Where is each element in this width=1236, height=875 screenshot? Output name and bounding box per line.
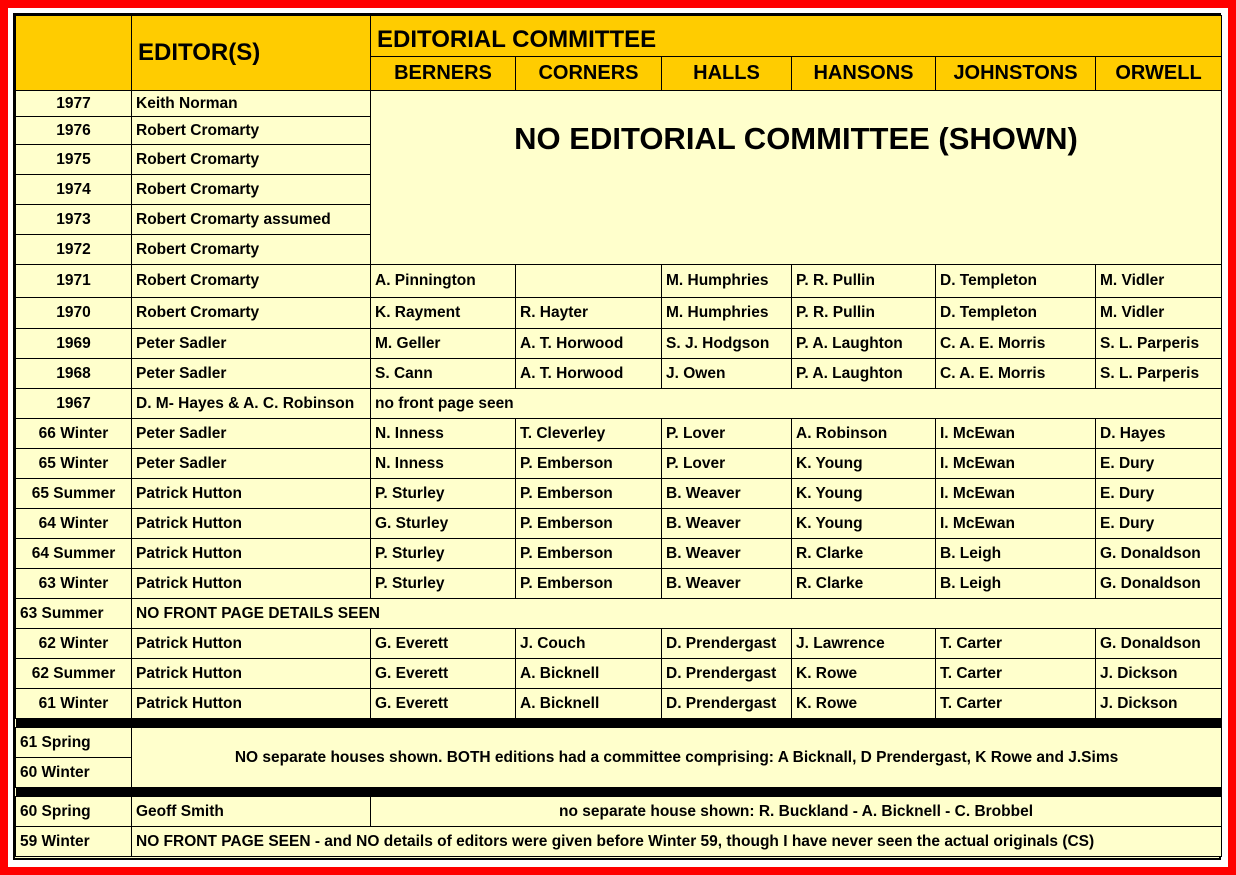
house-member-cell: R. Hayter <box>516 298 662 329</box>
house-member-cell: I. McEwan <box>936 479 1096 509</box>
house-member-cell: C. A. E. Morris <box>936 359 1096 389</box>
house-member-cell: G. Everett <box>371 659 516 689</box>
year-cell: 65 Summer <box>16 479 132 509</box>
house-member-cell: M. Humphries <box>662 298 792 329</box>
house-member-cell: B. Weaver <box>662 509 792 539</box>
editor-cell: Robert Cromarty <box>132 145 371 175</box>
table-row <box>16 265 1222 298</box>
house-member-cell: M. Humphries <box>662 265 792 298</box>
house-member-cell: D. Hayes <box>1096 419 1222 449</box>
house-member-cell: D. Templeton <box>936 265 1096 298</box>
house-member-cell: A. Bicknell <box>516 689 662 719</box>
house-member-cell: G. Donaldson <box>1096 629 1222 659</box>
house-member-cell: K. Rowe <box>792 689 936 719</box>
table-row <box>16 329 1222 359</box>
table-row <box>16 539 1222 569</box>
year-cell: 1973 <box>16 205 132 235</box>
table-row <box>16 689 1222 719</box>
separator-bar <box>16 788 1222 797</box>
house-member-cell: S. L. Parperis <box>1096 329 1222 359</box>
house-header-berners: BERNERS <box>371 57 516 91</box>
house-member-cell: E. Dury <box>1096 509 1222 539</box>
table-row <box>16 629 1222 659</box>
house-member-cell: K. Rowe <box>792 659 936 689</box>
editor-cell: Robert Cromarty <box>132 175 371 205</box>
house-member-cell: J. Owen <box>662 359 792 389</box>
note-cell: NO separate houses shown. BOTH editions had a committee comprising: A Bicknall, D Prendergast, K Rowe and J.Sims <box>132 728 1222 788</box>
house-member-cell: B. Weaver <box>662 539 792 569</box>
note-cell: no separate house shown: R. Buckland - A. Bicknell - C. Brobbel <box>371 797 1222 827</box>
year-cell: 1971 <box>16 265 132 298</box>
editor-cell: Robert Cromarty <box>132 298 371 329</box>
house-member-cell: P. Emberson <box>516 569 662 599</box>
house-header-johnstons: JOHNSTONS <box>936 57 1096 91</box>
editor-cell: Patrick Hutton <box>132 509 371 539</box>
editor-cell: Patrick Hutton <box>132 629 371 659</box>
editor-cell: Peter Sadler <box>132 329 371 359</box>
house-member-cell: K. Young <box>792 479 936 509</box>
house-member-cell: E. Dury <box>1096 479 1222 509</box>
house-member-cell: I. McEwan <box>936 419 1096 449</box>
house-member-cell: J. Dickson <box>1096 659 1222 689</box>
table-row <box>16 298 1222 329</box>
house-member-cell <box>516 265 662 298</box>
house-member-cell: S. L. Parperis <box>1096 359 1222 389</box>
house-member-cell: J. Couch <box>516 629 662 659</box>
editor-cell: D. M- Hayes & A. C. Robinson <box>132 389 371 419</box>
house-member-cell: G. Sturley <box>371 509 516 539</box>
house-member-cell: K. Young <box>792 509 936 539</box>
house-member-cell: P. Sturley <box>371 569 516 599</box>
committee-header: EDITORIAL COMMITTEE <box>371 16 1222 57</box>
house-member-cell: A. Bicknell <box>516 659 662 689</box>
editor-cell: Keith Norman <box>132 91 371 117</box>
separator-cell <box>16 719 1222 728</box>
house-member-cell: P. A. Laughton <box>792 359 936 389</box>
editor-cell: Robert Cromarty <box>132 265 371 298</box>
year-cell: 61 Spring <box>16 728 132 758</box>
house-member-cell: P. Lover <box>662 419 792 449</box>
house-member-cell: B. Weaver <box>662 479 792 509</box>
house-member-cell: B. Weaver <box>662 569 792 599</box>
house-member-cell: D. Prendergast <box>662 629 792 659</box>
editor-cell: Geoff Smith <box>132 797 371 827</box>
year-cell: 61 Winter <box>16 689 132 719</box>
table-container <box>13 13 1221 860</box>
separator-bar <box>16 719 1222 728</box>
house-member-cell: B. Leigh <box>936 539 1096 569</box>
house-member-cell: J. Dickson <box>1096 689 1222 719</box>
editor-cell: Peter Sadler <box>132 449 371 479</box>
editor-cell: Peter Sadler <box>132 359 371 389</box>
table-row <box>16 419 1222 449</box>
table-row <box>16 359 1222 389</box>
house-member-cell: P. Sturley <box>371 479 516 509</box>
house-member-cell: A. T. Horwood <box>516 359 662 389</box>
year-cell: 1970 <box>16 298 132 329</box>
house-header-orwell: ORWELL <box>1096 57 1222 91</box>
house-member-cell: S. Cann <box>371 359 516 389</box>
year-cell: 62 Winter <box>16 629 132 659</box>
house-header-halls: HALLS <box>662 57 792 91</box>
house-member-cell: M. Vidler <box>1096 298 1222 329</box>
editor-cell: Robert Cromarty <box>132 117 371 145</box>
year-cell: 1972 <box>16 235 132 265</box>
house-member-cell: G. Everett <box>371 629 516 659</box>
house-header-hansons: HANSONS <box>792 57 936 91</box>
year-cell: 1975 <box>16 145 132 175</box>
year-cell: 60 Winter <box>16 758 132 788</box>
house-member-cell: K. Young <box>792 449 936 479</box>
year-cell: 1974 <box>16 175 132 205</box>
house-member-cell: N. Inness <box>371 449 516 479</box>
editor-cell: Robert Cromarty <box>132 235 371 265</box>
table-row <box>16 449 1222 479</box>
house-member-cell: P. R. Pullin <box>792 298 936 329</box>
house-member-cell: G. Everett <box>371 689 516 719</box>
editor-cell: Patrick Hutton <box>132 569 371 599</box>
table-row <box>16 827 1222 857</box>
year-cell: 64 Winter <box>16 509 132 539</box>
house-member-cell: I. McEwan <box>936 509 1096 539</box>
house-member-cell: A. Robinson <box>792 419 936 449</box>
house-member-cell: M. Geller <box>371 329 516 359</box>
house-member-cell: A. T. Horwood <box>516 329 662 359</box>
house-member-cell: T. Carter <box>936 689 1096 719</box>
house-member-cell: P. Emberson <box>516 449 662 479</box>
editors-header: EDITOR(S) <box>132 16 371 91</box>
house-member-cell: P. R. Pullin <box>792 265 936 298</box>
house-member-cell: P. A. Laughton <box>792 329 936 359</box>
year-cell: 62 Summer <box>16 659 132 689</box>
house-member-cell: R. Clarke <box>792 569 936 599</box>
table-row <box>16 797 1222 827</box>
house-member-cell: S. J. Hodgson <box>662 329 792 359</box>
house-member-cell: A. Pinnington <box>371 265 516 298</box>
house-member-cell: T. Carter <box>936 629 1096 659</box>
house-member-cell: P. Emberson <box>516 509 662 539</box>
editor-cell: Patrick Hutton <box>132 479 371 509</box>
editorial-table <box>15 15 1222 857</box>
year-cell: 1968 <box>16 359 132 389</box>
table-row <box>16 599 1222 629</box>
editor-cell: Patrick Hutton <box>132 659 371 689</box>
editor-cell: Patrick Hutton <box>132 689 371 719</box>
house-member-cell: B. Leigh <box>936 569 1096 599</box>
house-member-cell: T. Carter <box>936 659 1096 689</box>
page-frame <box>8 8 1228 867</box>
house-member-cell: G. Donaldson <box>1096 539 1222 569</box>
house-member-cell: D. Prendergast <box>662 689 792 719</box>
house-member-cell: E. Dury <box>1096 449 1222 479</box>
house-member-cell: D. Prendergast <box>662 659 792 689</box>
house-header-corners: CORNERS <box>516 57 662 91</box>
table-row <box>16 728 1222 758</box>
table-row <box>16 389 1222 419</box>
house-member-cell: P. Emberson <box>516 539 662 569</box>
year-cell: 60 Spring <box>16 797 132 827</box>
year-cell: 63 Winter <box>16 569 132 599</box>
separator-cell <box>16 788 1222 797</box>
table-row <box>16 479 1222 509</box>
year-cell: 65 Winter <box>16 449 132 479</box>
house-member-cell: P. Sturley <box>371 539 516 569</box>
year-cell: 1969 <box>16 329 132 359</box>
note-cell: NO FRONT PAGE SEEN - and NO details of editors were given before Winter 59, though I have never seen the actual originals (CS) <box>132 827 1222 857</box>
year-cell: 63 Summer <box>16 599 132 629</box>
house-member-cell: J. Lawrence <box>792 629 936 659</box>
year-cell: 1976 <box>16 117 132 145</box>
year-cell: 64 Summer <box>16 539 132 569</box>
year-cell: 66 Winter <box>16 419 132 449</box>
house-member-cell: R. Clarke <box>792 539 936 569</box>
house-member-cell: P. Emberson <box>516 479 662 509</box>
editor-cell: Robert Cromarty assumed <box>132 205 371 235</box>
house-member-cell: I. McEwan <box>936 449 1096 479</box>
note-cell: no front page seen <box>371 389 1222 419</box>
note-cell: NO FRONT PAGE DETAILS SEEN <box>132 599 1222 629</box>
no-committee-note: NO EDITORIAL COMMITTEE (SHOWN) <box>371 91 1222 265</box>
corner-header-cell <box>16 16 132 91</box>
house-member-cell: C. A. E. Morris <box>936 329 1096 359</box>
table-row <box>16 509 1222 539</box>
year-cell: 59 Winter <box>16 827 132 857</box>
house-member-cell: D. Templeton <box>936 298 1096 329</box>
house-member-cell: M. Vidler <box>1096 265 1222 298</box>
house-member-cell: P. Lover <box>662 449 792 479</box>
table-row <box>16 569 1222 599</box>
house-member-cell: K. Rayment <box>371 298 516 329</box>
house-member-cell: G. Donaldson <box>1096 569 1222 599</box>
year-cell: 1977 <box>16 91 132 117</box>
editor-cell: Peter Sadler <box>132 419 371 449</box>
table-row <box>16 659 1222 689</box>
house-member-cell: N. Inness <box>371 419 516 449</box>
year-cell: 1967 <box>16 389 132 419</box>
editor-cell: Patrick Hutton <box>132 539 371 569</box>
house-member-cell: T. Cleverley <box>516 419 662 449</box>
